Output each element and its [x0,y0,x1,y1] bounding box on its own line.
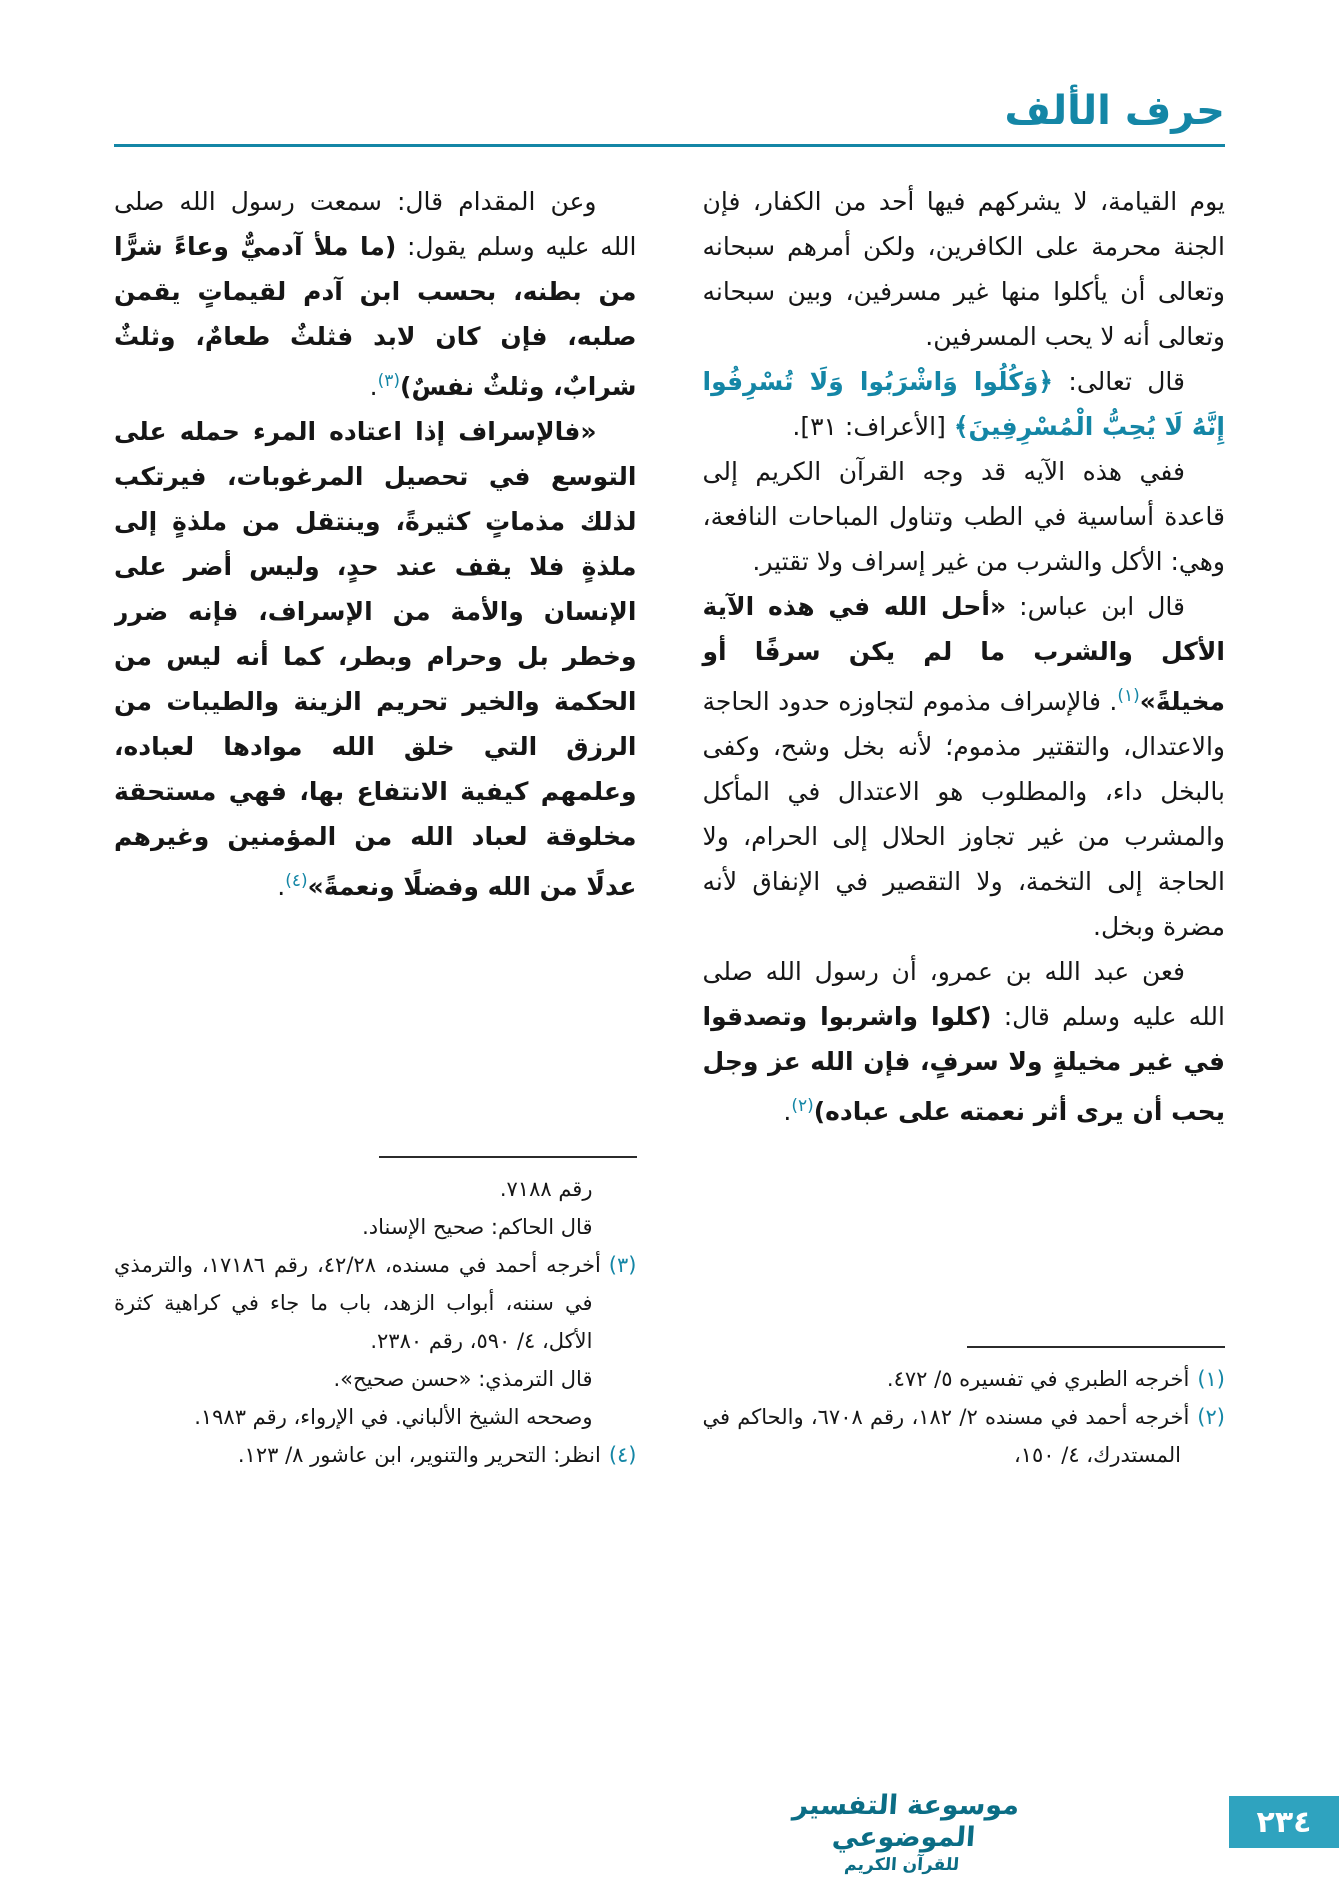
paragraph-rest: . فالإسراف مذموم لتجاوزه حدود الحاجة والاعتدال، والتقتير مذموم؛ لأنه بخل وشح، وكفى بالبخل داء، والمطلوب هو الاعتدال في المأكل والمشرب من غير تجاوز الحلال إلى الحرام، ولا الحاجة إلى التخمة، ولا التقصير في الإنفاق لأنه مضرة وبخل. [702,687,1225,941]
footnote-text: أخرجه الطبري في تفسيره ٥/ ٤٧٢. [886,1367,1190,1391]
footnote-continuation [114,1398,637,1436]
hadith-text: (كلوا واشربوا وتصدقوا في غير مخيلةٍ ولا سرفٍ، فإن الله عز وجل يحب أن يرى أثر نعمته على عباده) [702,1002,1225,1126]
logo-text-line1: موسوعة التفسير الموضوعي [791,1790,1021,1853]
footnote-separator [379,1156,637,1158]
footnote-number: (١) [1197,1367,1225,1391]
sentence-end: . [783,1097,792,1126]
footnotes-left [114,1156,637,1474]
page-number-tab [1229,1796,1339,1848]
header-rule [114,144,1225,147]
verse-intro: قال تعالى: [1053,367,1186,396]
footnote-ref-1: (١) [1117,686,1140,706]
footnote-number: (٣) [608,1253,637,1277]
column-right-main-text [703,179,1226,1134]
paragraph-long-quote [114,409,637,909]
sentence-end: . [369,372,378,401]
hadith-intro: وعن المقدام قال: سمعت رسول الله صلى الله عليه وسلم يقول: [114,187,637,261]
quote-intro: قال ابن عباس: [1006,592,1185,621]
footnote-number: (٢) [1197,1405,1225,1429]
footnote-item [114,1246,637,1360]
footnote-text: أخرجه أحمد في مسنده ٢/ ١٨٢، رقم ٦٧٠٨، والحاكم في المستدرك، ٤/ ١٥٠، [702,1405,1190,1467]
column-left-main-text [114,179,637,909]
footnote-text: قال الترمذي: «حسن صحيح». [333,1367,593,1391]
two-column-text [114,179,1225,1474]
footnote-separator [967,1346,1225,1348]
footnote-continuation [114,1208,637,1246]
publisher-logo [786,1790,1022,1876]
page-header [114,0,1225,147]
logo-text-line2: للقرآن الكريم [843,1855,960,1875]
footnote-number: (٤) [608,1443,637,1467]
footnote-text: رقم ٧١٨٨. [499,1177,593,1201]
footnote-text: قال الحاكم: صحيح الإسناد. [362,1215,593,1239]
page-footer [0,1780,1339,1890]
quote-text: «أحل الله في هذه الآية الأكل والشرب ما لم يكن سرفًا أو مخيلةً» [702,592,1225,716]
footnote-text: وصححه الشيخ الألباني. في الإرواء، رقم ١٩٨٣. [194,1405,593,1429]
footnote-ref-4: (٤) [285,871,308,891]
footnote-ref-2: (٢) [791,1096,814,1116]
footnote-continuation [114,1360,637,1398]
hadith-intro: فعن عبد الله بن عمرو، أن رسول الله صلى الله عليه وسلم قال: [702,957,1225,1031]
footnote-text: انظر: التحرير والتنوير، ابن عاشور ٨/ ١٢٣. [237,1443,601,1467]
paragraph-ibn-abbas [703,584,1226,949]
quote-text: «فالإسراف إذا اعتاده المرء حمله على التوسع في تحصيل المرغوبات، فيرتكب لذلك مذماتٍ كثيرةً، وينتقل من ملذةٍ إلى ملذةٍ فلا يقف عند حدٍ، وليس أضر على الإنسان والأمة من الإسراف، فإنه ضرر وخطر بل وحرام وبطر، كما أنه ليس من الحكمة والخير تحريم الزينة والطيبات من الرزق التي خلق الله موادها لعباده، وعلمهم كيفية الانتفاع بها، فهي مستحقة مخلوقة لعباد الله من المؤمنين وغيرهم عدلًا من الله وفضلًا ونعمةً» [114,417,637,901]
column-left [114,179,637,1474]
hadith-text: (ما ملأ آدميٌّ وعاءً شرًّا من بطنه، بحسب ابن آدم لقيماتٍ يقمن صلبه، فإن كان لابد فثلثٌ طعامٌ، وثلثٌ شرابٌ، وثلثٌ نفسٌ) [114,232,637,401]
footnote-item [703,1360,1226,1398]
column-right [703,179,1226,1474]
paragraph-continuation: يوم القيامة، لا يشركهم فيها أحد من الكفار، فإن الجنة محرمة على الكافرين، ولكن أمرهم سبحانه وتعالى أن يأكلوا منها غير مسرفين، وبين سبحانه وتعالى أنه لا يحب المسرفين. [702,187,1225,351]
footnotes-right [703,1346,1226,1474]
quran-verse-paragraph [703,359,1226,449]
paragraph-commentary: ففي هذه الآيه قد وجه القرآن الكريم إلى قاعدة أساسية في الطب وتناول المباحات النافعة، وهي: الأكل والشرب من غير إسراف ولا تقتير. [702,457,1225,576]
footnote-ref-3: (٣) [377,371,401,391]
footnote-item [703,1398,1226,1474]
footnote-item [114,1436,637,1474]
quran-verse-text: ﴿وَكُلُوا وَاشْرَبُوا وَلَا تُسْرِفُوا إِنَّهُ لَا يُحِبُّ الْمُسْرِفِينَ﴾ [702,367,1225,441]
footnote-text: أخرجه أحمد في مسنده، ٤٢/٢٨، رقم ١٧١٨٦، والترمذي في سننه، أبواب الزهد، باب ما جاء في كراهية كثرة الأكل، ٤/ ٥٩٠، رقم ٢٣٨٠. [114,1253,601,1353]
paragraph-hadith-miqdam [114,179,637,409]
page-number: ٢٣٤ [1256,1804,1312,1840]
sentence-end: . [277,872,286,901]
paragraph-hadith-amr [703,949,1226,1134]
chapter-title: حرف الألف [1004,88,1225,134]
footnote-continuation [114,1170,637,1208]
verse-reference: [الأعراف: ٣١]. [792,412,954,441]
